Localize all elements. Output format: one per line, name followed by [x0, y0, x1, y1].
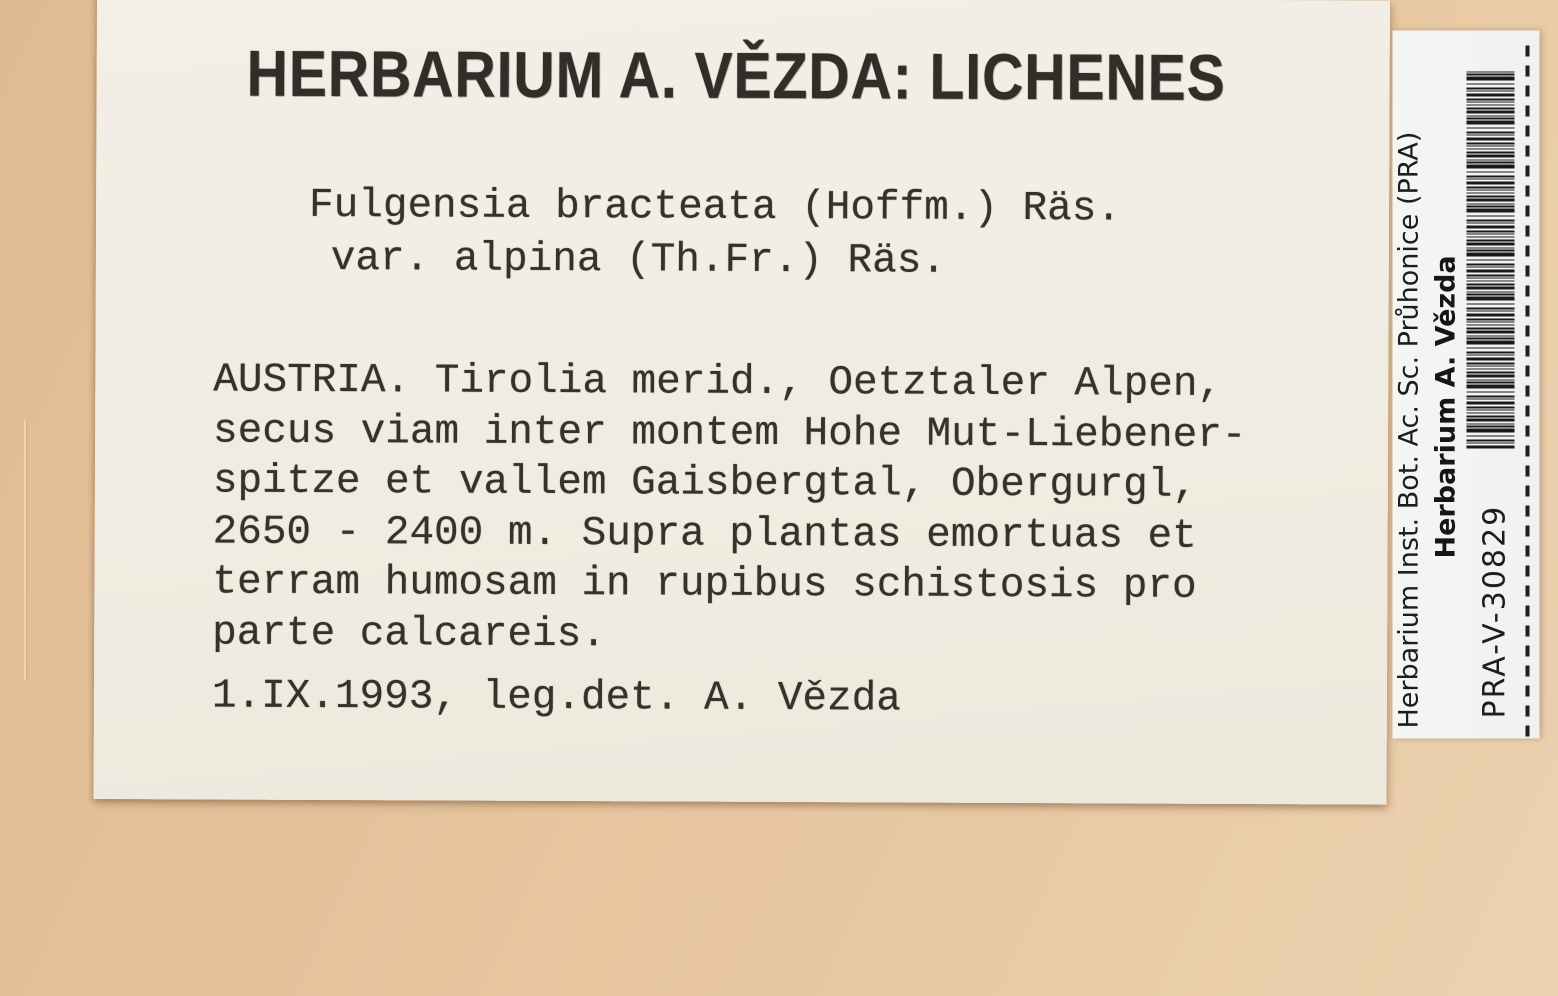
- species-name-line: Fulgensia bracteata (Hoffm.) Räs.: [308, 182, 1122, 233]
- locality-line: 2650 - 2400 m. Supra plantas emortuas et: [212, 509, 1197, 560]
- locality-description-block: [212, 356, 1247, 664]
- dashed-cut-line: [1525, 36, 1529, 736]
- locality-line: spitze et vallem Gaisbergtal, Obergurgl,: [212, 458, 1198, 509]
- herbarium-title-stamp: HERBARIUM A. VĚZDA: LICHENES: [246, 36, 1226, 114]
- locality-line: secus viam inter montem Hohe Mut-Liebener-: [212, 408, 1247, 459]
- collection-date-collector-line: 1.IX.1993, leg.det. A. Vězda: [211, 673, 901, 723]
- barcode: [1466, 66, 1514, 448]
- locality-line: AUSTRIA. Tirolia merid., Oetztaler Alpen,: [213, 357, 1223, 408]
- side-label-strip-area: [1392, 30, 1539, 738]
- institution-name-line: Herbarium Inst. Bot. Ac. Sc. Průhonice (PRA): [1393, 131, 1424, 728]
- herbarium-owner-line: Herbarium A. Vězda: [1430, 254, 1461, 558]
- herbarium-main-label: [93, 0, 1389, 805]
- locality-line: parte calcareis.: [212, 610, 606, 658]
- species-variety-line: var. alpina (Th.Fr.) Räs.: [330, 236, 947, 285]
- accession-number: PRA-V-30829: [1477, 504, 1512, 718]
- institution-barcode-strip: [1392, 30, 1539, 738]
- locality-line: terram humosam in rupibus schistosis pro: [212, 559, 1197, 610]
- species-name-block: [309, 180, 1121, 290]
- paper-crease: [24, 420, 26, 680]
